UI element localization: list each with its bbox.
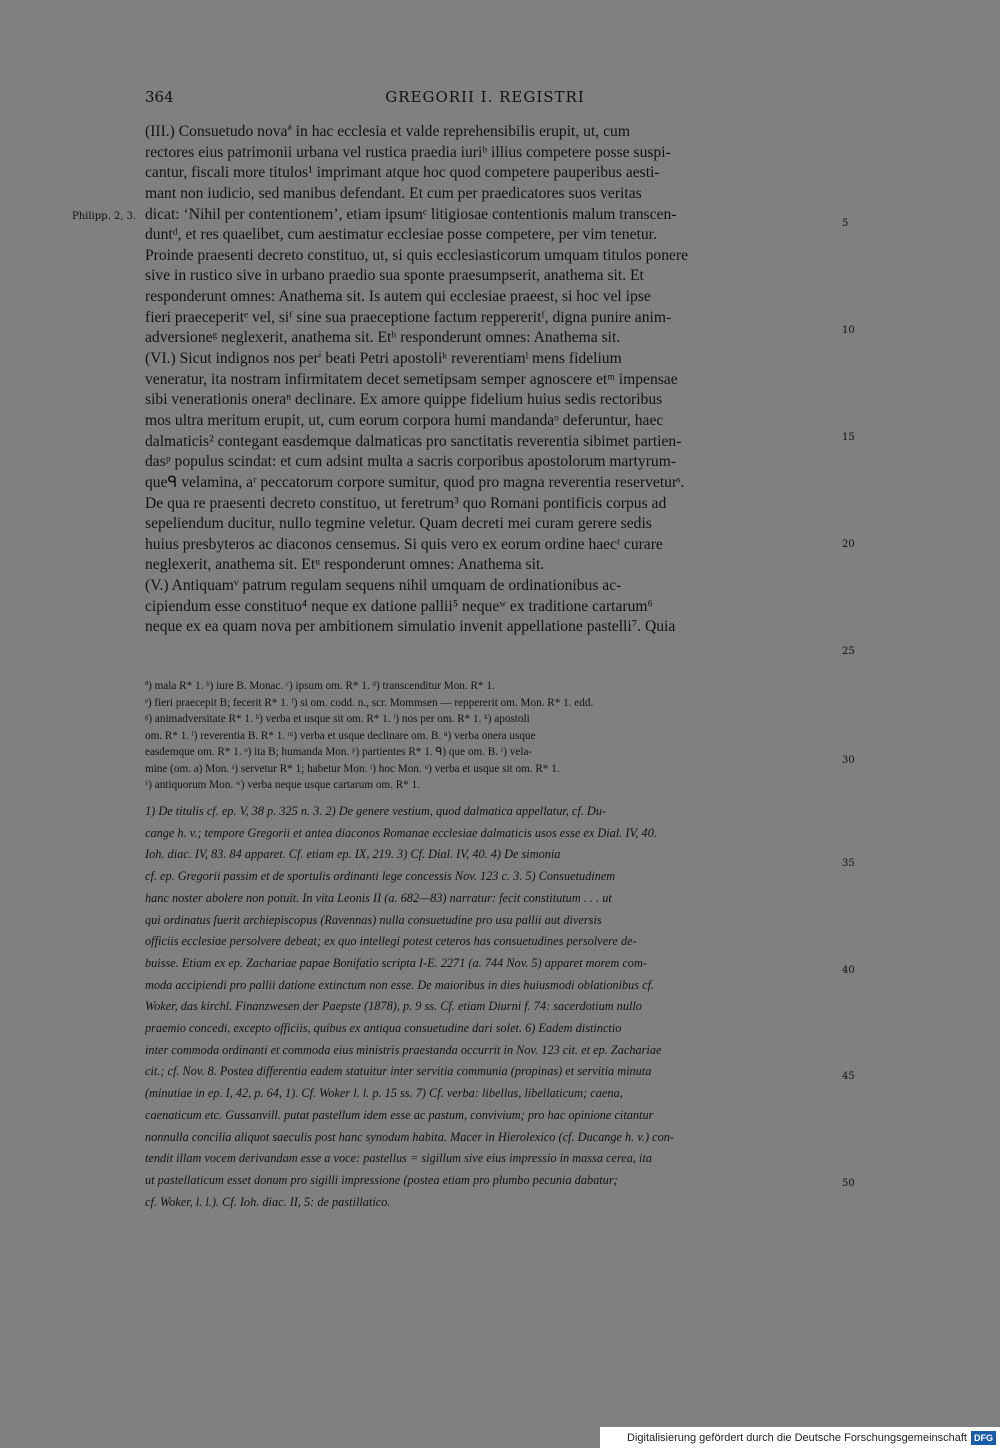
footnote-line: buisse. Etiam ex ep. Zachariae papae Bonifatio scripta I-E. 2271 (a. 744 Nov. 5) apparet morem com- bbox=[145, 955, 647, 970]
apparatus-line: mine (om. a) Mon. ˢ) servetur R* 1; habetur Mon. ᵗ) hoc Mon. ᵘ) verba et usque sit om. R* 1. bbox=[145, 762, 560, 775]
critical-apparatus bbox=[145, 678, 837, 794]
text-line: sive in rustico sive in urbano praedio sua sponte praesumpserit, anathema sit. Et bbox=[145, 267, 644, 285]
page-number: 364 bbox=[145, 88, 174, 106]
footnote-line: Ioh. diac. IV, 83. 84 apparet. Cf. etiam ep. IX, 219. 3) Cf. Dial. IV, 40. 4) De simonia bbox=[145, 847, 561, 862]
footnote-line: hanc noster abolere non potuit. In vita Leonis II (a. 682—83) narratur: fecit constitutum . . . ut bbox=[145, 890, 612, 905]
line-number: 45 bbox=[842, 1071, 855, 1082]
text-line: mant non iudicio, sed manibus defendant. Et cum per praedicatores suos veritas bbox=[145, 184, 642, 202]
footnote-line: qui ordinatus fuerit archiepiscopus (Ravennas) nulla consuetudine pro usu pallii aut diversis bbox=[145, 912, 602, 927]
footnote-line: ut pastellaticum esset donum pro sigilli impressione (postea etiam pro plumbo pecunia dabatur; bbox=[145, 1172, 618, 1187]
footnote-line: praemio concedi, excepto officiis, quibus ex antiqua consuetudine dari solet. 6) Eadem distinctio bbox=[145, 1021, 622, 1036]
margin-reference: Philipp. 2, 3. bbox=[72, 211, 137, 222]
text-line: responderunt omnes: Anathema sit. Is autem qui ecclesiae praeest, si hoc vel ipse bbox=[145, 288, 651, 306]
text-line: De qua re praesenti decreto constituo, ut feretrum³ quo Romani pontificis corpus ad bbox=[145, 494, 667, 512]
line-number: 30 bbox=[842, 755, 855, 766]
footnote-line: Woker, das kirchl. Finanzwesen der Paepste (1878), p. 9 ss. Cf. etiam Diurni f. 74: sacerdotium nullo bbox=[145, 999, 642, 1014]
dfg-logo: DFG bbox=[971, 1431, 996, 1445]
text-line: huius presbyteros ac diaconos censemus. Si quis vero ex eorum ordine haecᵗ curare bbox=[145, 535, 663, 553]
footnote-line: cf. ep. Gregorii passim et de sportulis ordinanti lege concessis Nov. 123 c. 3. 5) Consuetudinem bbox=[145, 869, 616, 884]
text-line: mos ultra meritum erupit, ut, cum eorum corpora humi mandandaᵒ deferuntur, haec bbox=[145, 411, 664, 429]
text-line: neque ex ea quam nova per ambitionem simulatio invenit appellatione pastelli⁷. Quia bbox=[145, 618, 676, 636]
page-header bbox=[145, 88, 825, 112]
line-number: 10 bbox=[842, 325, 855, 336]
footnote-line: moda accipiendi pro pallii datione extinctum non esse. De maioribus in dies huiusmodi oblationibus cf. bbox=[145, 977, 655, 992]
text-line: sepeliendum ducitur, nullo tegmine veletur. Quam decreti mei curam gerere sedis bbox=[145, 515, 652, 533]
apparatus-line: ᵍ) animadversitate R* 1. ʰ) verba et usque sit om. R* 1. ⁱ) nos per om. R* 1. ᵏ) apostoli bbox=[145, 713, 530, 725]
apparatus-line: om. R* 1. ˡ) reverentia B. R* 1. ᵐ) verba et usque declinare om. B. ⁿ) verba onera usque bbox=[145, 729, 536, 742]
line-number: 5 bbox=[842, 218, 849, 229]
apparatus-line: ª) mala R* 1. ᵇ) iure B. Monac. ᶜ) ipsum om. R* 1. ᵈ) transcenditur Mon. R* 1. bbox=[145, 680, 495, 692]
text-line: dalmaticis² contegant easdemque dalmaticas pro sanctitatis reverentia sibimet partien- bbox=[145, 432, 682, 450]
text-line: cipiendum esse constituo⁴ neque ex datione pallii⁵ nequeʷ ex traditione cartarum⁶ bbox=[145, 597, 653, 615]
text-line: rectores eius patrimonii urbana vel rustica praedia iuriᵇ illius competere posse suspi- bbox=[145, 143, 671, 161]
text-line: Proinde praesenti decreto constituo, ut, si quis ecclesiasticorum umquam titulos ponere bbox=[145, 246, 689, 264]
running-title: GREGORII I. REGISTRI bbox=[385, 88, 585, 106]
footnote-line: 1) De titulis cf. ep. V, 38 p. 325 n. 3. 2) De genere vestium, quod dalmatica appellatur, cf. Du- bbox=[145, 804, 607, 818]
text-line: (V.) Antiquamᵛ patrum regulam sequens nihil umquam de ordinationibus ac- bbox=[145, 577, 622, 595]
line-number: 50 bbox=[842, 1178, 855, 1189]
footnotes bbox=[145, 801, 837, 1213]
text-line: fieri praeceperitᵉ vel, siᶠ sine sua praeceptione factum reppereritᶠ, digna punire anim- bbox=[145, 308, 672, 326]
funding-footer bbox=[600, 1427, 1000, 1448]
line-number: 25 bbox=[842, 646, 855, 657]
text-line: (VI.) Sicut indignos nos perⁱ beati Petri apostoliᵏ reverentiamˡ mens fidelium bbox=[145, 350, 622, 368]
line-number: 15 bbox=[842, 432, 855, 443]
footnote-line: cf. Woker, l. l.). Cf. Ioh. diac. II, 5: de pastillatico. bbox=[145, 1194, 391, 1209]
funding-text: Digitalisierung gefördert durch die Deutsche Forschungsgemeinschaft bbox=[627, 1431, 967, 1444]
text-line: dasᵖ populus scindat: et cum adsint multa a sacris corporibus apostolorum martyrum- bbox=[145, 453, 677, 471]
text-line: veneratur, ita nostram infirmitatem decet semetipsam semper agnoscere etᵐ impensae bbox=[145, 370, 678, 388]
line-number: 20 bbox=[842, 539, 855, 550]
text-line: adversioneᵍ neglexerit, anathema sit. Etʰ responderunt omnes: Anathema sit. bbox=[145, 329, 621, 347]
footnote-line: inter commoda ordinanti et commoda eius ministris praestanda occurrit in Nov. 123 cit. et ep. Zachariae bbox=[145, 1042, 662, 1057]
text-line: dicat: ‘Nihil per contentionem’, etiam ipsumᶜ litigiosae contentionis malum transcen- bbox=[145, 205, 677, 223]
text-line: duntᵈ, et res quaelibet, cum aestimatur ecclesiae posse competere, per vim tenetur. bbox=[145, 226, 657, 244]
footnote-line: (minutiae in ep. I, 42, p. 64, 1). Cf. Woker l. l. p. 15 ss. 7) Cf. verba: libellus, libellaticum; caena, bbox=[145, 1086, 623, 1101]
footnote-line: caenaticum etc. Gussanvill. putat pastellum idem esse ac pastum, convivium; pro hac opinione citantur bbox=[145, 1107, 654, 1122]
text-line: queᑫ velamina, aʳ peccatorum corpore sumitur, quod pro magna reverentia reserveturˢ. bbox=[145, 473, 685, 491]
apparatus-line: easdemque om. R* 1. ᵒ) ita B; humanda Mon. ᵖ) partientes R* 1. ᑫ) que om. B. ʳ) vela- bbox=[145, 746, 533, 758]
footnote-line: officiis ecclesiae persolvere debeat; ex quo intellegi potest ceteros has consuetudines persolvere de- bbox=[145, 934, 637, 949]
line-number: 35 bbox=[842, 858, 855, 869]
footnote-line: tendit illam vocem derivandam esse a voce: pastellus = sigillum sive eius impressio in massa cerea, ita bbox=[145, 1151, 653, 1166]
footnote-line: nonnulla concilia aliquot saeculis post hanc synodum habita. Macer in Hierolexico (cf. Ducange h. v.) con- bbox=[145, 1129, 674, 1144]
line-number: 40 bbox=[842, 965, 855, 976]
apparatus-line: ᵛ) antiquorum Mon. ʷ) verba neque usque cartarum om. R* 1. bbox=[145, 779, 420, 791]
text-line: cantur, fiscali more titulos¹ imprimant atque hoc quod competere pauperibus aesti- bbox=[145, 164, 660, 182]
footnote-line: cit.; cf. Nov. 8. Postea differentia eadem statuitur inter servitia communia (propinas) et servitia minuta bbox=[145, 1064, 652, 1079]
apparatus-line: ᵉ) fieri praecepit B; fecerit R* 1. ᶠ) si om. codd. n., scr. Mommsen — reppererit om. Mon. R* 1. edd. bbox=[145, 696, 594, 709]
text-line: sibi venerationis oneraⁿ declinare. Ex amore quippe fidelium huius sedis rectoribus bbox=[145, 391, 663, 409]
text-line: (III.) Consuetudo novaª in hac ecclesia et valde reprehensibilis erupit, ut, cum bbox=[145, 123, 630, 140]
main-text bbox=[145, 122, 825, 638]
text-line: neglexerit, anathema sit. Etᵘ responderunt omnes: Anathema sit. bbox=[145, 556, 545, 574]
footnote-line: cange h. v.; tempore Gregorii et antea diaconos Romanae ecclesiae dalmaticis usos esse ex Dial. IV, 40. bbox=[145, 825, 657, 840]
